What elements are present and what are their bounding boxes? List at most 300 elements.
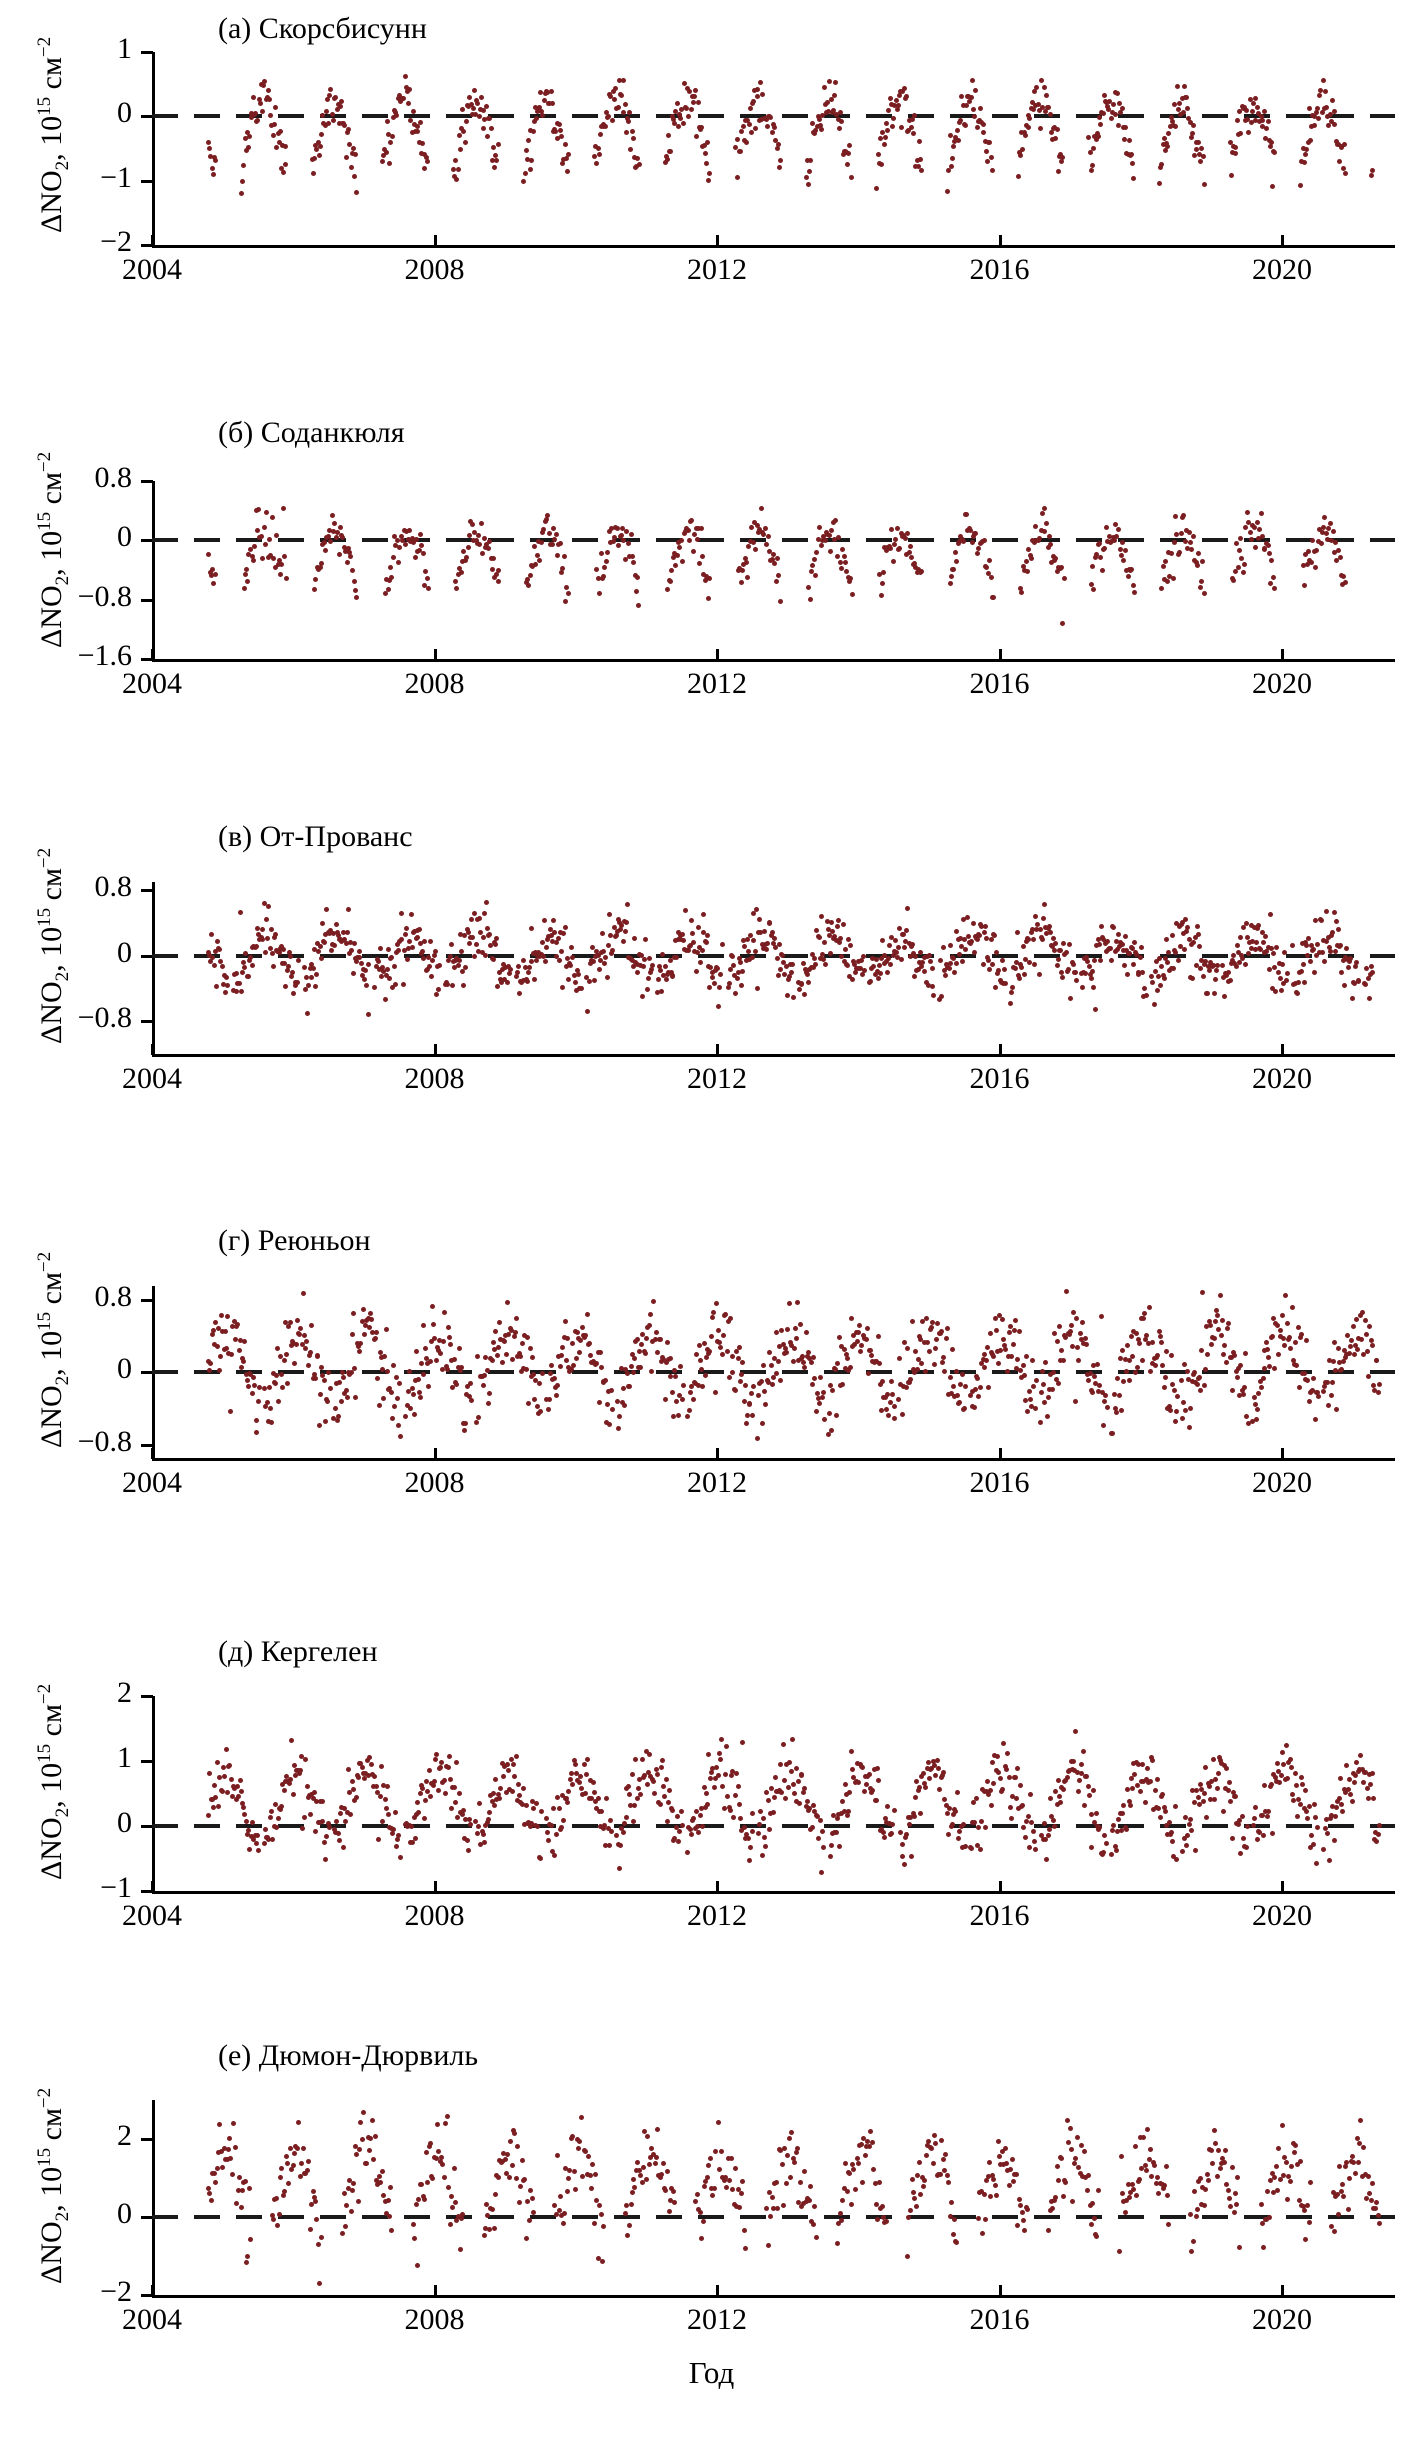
data-point [1201, 974, 1206, 979]
data-point [1336, 1346, 1341, 1351]
data-point [1271, 575, 1276, 580]
data-point [713, 2149, 718, 2154]
data-point [1254, 1417, 1259, 1422]
data-point [998, 1776, 1003, 1781]
data-point [1039, 1390, 1044, 1395]
data-point [361, 1307, 366, 1312]
data-point [1330, 1380, 1335, 1385]
data-point [1202, 2203, 1207, 2208]
data-point [279, 1372, 284, 1377]
data-point [1098, 958, 1103, 963]
data-point [524, 1803, 529, 1808]
data-point [1196, 1795, 1201, 1800]
data-point [1274, 945, 1279, 950]
data-point [1092, 2216, 1097, 2221]
data-point [1145, 2127, 1150, 2132]
data-point [1256, 1391, 1261, 1396]
data-point [750, 1829, 755, 1834]
data-point [216, 1804, 221, 1809]
data-point [1275, 2188, 1280, 2193]
data-point [568, 1777, 573, 1782]
data-point [351, 146, 356, 151]
data-point [1294, 1783, 1299, 1788]
data-point [1059, 2156, 1064, 2161]
data-point [739, 2191, 744, 2196]
data-point [439, 2155, 444, 2160]
data-point [665, 157, 670, 162]
data-point [884, 2219, 889, 2224]
data-point [833, 518, 838, 523]
data-point [442, 1778, 447, 1783]
data-point [1270, 1831, 1275, 1836]
data-point [888, 96, 893, 101]
data-point [955, 1393, 960, 1398]
data-point [622, 1821, 627, 1826]
data-point [390, 134, 395, 139]
data-point [737, 1345, 742, 1350]
data-point [1271, 1316, 1276, 1321]
data-point [983, 1825, 988, 1830]
data-point [505, 1300, 510, 1305]
data-point [418, 532, 423, 537]
data-point [296, 2120, 301, 2125]
x-tick-label-v-0: 2004 [122, 1062, 182, 1096]
data-point [425, 159, 430, 164]
data-point [549, 89, 554, 94]
data-point [632, 1356, 637, 1361]
zero-line-dash [1286, 2215, 1312, 2219]
data-point [755, 87, 760, 92]
data-point [438, 1765, 443, 1770]
data-point [1374, 1358, 1379, 1363]
data-point [632, 936, 637, 941]
data-point [988, 2194, 993, 2199]
data-point [454, 1382, 459, 1387]
data-point [970, 78, 975, 83]
data-point [303, 987, 308, 992]
data-point [1306, 936, 1311, 941]
data-point [616, 105, 621, 110]
data-point [1061, 2194, 1066, 2199]
zero-line-dash [1202, 2215, 1228, 2219]
data-point [722, 1806, 727, 1811]
data-point [829, 920, 834, 925]
data-point [982, 1352, 987, 1357]
data-point [1198, 159, 1203, 164]
data-point [1019, 965, 1024, 970]
data-point [624, 920, 629, 925]
data-point [1253, 545, 1258, 550]
data-point [1171, 966, 1176, 971]
data-point [1005, 1751, 1010, 1756]
data-point [555, 1383, 560, 1388]
data-point [704, 940, 709, 945]
data-point [227, 1763, 232, 1768]
data-point [374, 1330, 379, 1335]
data-point [220, 1789, 225, 1794]
data-point [814, 928, 819, 933]
data-point [357, 955, 362, 960]
data-point [912, 2196, 917, 2201]
data-point [360, 1765, 365, 1770]
data-point [405, 957, 410, 962]
data-point [496, 142, 501, 147]
data-point [687, 1408, 692, 1413]
data-point [597, 591, 602, 596]
data-point [246, 974, 251, 979]
data-point [685, 1850, 690, 1855]
data-point [492, 1803, 497, 1808]
data-point [885, 128, 890, 133]
zero-line-dash [320, 2215, 346, 2219]
data-point [498, 1786, 503, 1791]
data-point [1148, 1779, 1153, 1784]
data-point [1066, 967, 1071, 972]
data-point [745, 575, 750, 580]
data-point [217, 1775, 222, 1780]
data-point [987, 2160, 992, 2165]
data-point [292, 1763, 297, 1768]
zero-line-dash [572, 2215, 598, 2219]
data-point [1358, 2118, 1363, 2123]
data-point [935, 1321, 940, 1326]
data-point [964, 512, 969, 517]
data-point [705, 933, 710, 938]
x-tick-label-d-1: 2008 [404, 1899, 465, 1933]
data-point [1297, 1385, 1302, 1390]
data-point [630, 2190, 635, 2195]
data-point [992, 933, 997, 938]
data-point [1075, 2135, 1080, 2140]
data-point [635, 575, 640, 580]
data-point [1271, 951, 1276, 956]
zero-line-dash [1370, 954, 1395, 958]
data-point [984, 1358, 989, 1363]
data-point [839, 2218, 844, 2223]
data-point [1220, 1318, 1225, 1323]
data-point [323, 548, 328, 553]
y-tick-label-d-3: 2 [117, 1676, 132, 1710]
data-point [1130, 1354, 1135, 1359]
data-point [716, 1004, 721, 1009]
data-point [251, 1375, 256, 1380]
data-point [1203, 2187, 1208, 2192]
data-point [570, 1782, 575, 1787]
data-point [556, 936, 561, 941]
data-point [978, 1847, 983, 1852]
data-point [1073, 1399, 1078, 1404]
data-point [1024, 1354, 1029, 1359]
data-point [602, 565, 607, 570]
data-point [507, 2175, 512, 2180]
data-point [385, 119, 390, 124]
data-point [616, 543, 621, 548]
data-point [1131, 2187, 1136, 2192]
data-point [1073, 2156, 1078, 2161]
data-point [778, 158, 783, 163]
data-point [1246, 130, 1251, 135]
data-point [1195, 924, 1200, 929]
x-tick-label-a-0: 2004 [122, 252, 182, 286]
y-tick-label-d-2: 1 [117, 1741, 132, 1775]
data-point [948, 943, 953, 948]
data-point [361, 2110, 366, 2115]
data-point [1134, 1331, 1139, 1336]
data-point [354, 1795, 359, 1800]
data-point [1109, 958, 1114, 963]
data-point [663, 2188, 668, 2193]
data-point [884, 121, 889, 126]
data-point [627, 1384, 632, 1389]
data-point [1030, 1358, 1035, 1363]
data-point [375, 1376, 380, 1381]
data-point [308, 2227, 313, 2232]
data-point [224, 1747, 229, 1752]
data-point [531, 2210, 536, 2215]
data-point [1132, 1772, 1137, 1777]
data-point [659, 2172, 664, 2177]
data-point [768, 115, 773, 120]
data-point [597, 152, 602, 157]
data-point [573, 980, 578, 985]
zero-line-dash [908, 2215, 934, 2219]
data-point [711, 1310, 716, 1315]
data-point [320, 1799, 325, 1804]
data-point [390, 1416, 395, 1421]
data-point [377, 2174, 382, 2179]
x-tick-label-b-1: 2008 [404, 666, 465, 700]
data-point [256, 1399, 261, 1404]
data-point [713, 1390, 718, 1395]
data-point [693, 88, 698, 93]
data-point [802, 2169, 807, 2174]
data-point [1056, 1778, 1061, 1783]
data-point [1163, 1375, 1168, 1380]
data-point [991, 1781, 996, 1786]
data-point [610, 118, 615, 123]
data-point [1061, 1787, 1066, 1792]
data-point [219, 1313, 224, 1318]
data-point [812, 2204, 817, 2209]
data-point [493, 153, 498, 158]
data-point [632, 1803, 637, 1808]
data-point [674, 955, 679, 960]
data-point [851, 2167, 856, 2172]
data-point [1164, 937, 1169, 942]
data-point [1253, 1805, 1258, 1810]
data-point [1076, 1789, 1081, 1794]
data-point [730, 954, 735, 959]
data-point [282, 554, 287, 559]
data-point [767, 1350, 772, 1355]
data-point [1076, 2165, 1081, 2170]
data-point [415, 1800, 420, 1805]
data-point [577, 1780, 582, 1785]
data-point [1333, 1814, 1338, 1819]
data-point [1276, 1352, 1281, 1357]
data-point [829, 528, 834, 533]
data-point [566, 1789, 571, 1794]
data-point [256, 1848, 261, 1853]
data-point [848, 576, 853, 581]
data-point [564, 156, 569, 161]
data-point [526, 138, 531, 143]
data-point [984, 149, 989, 154]
data-point [951, 2232, 956, 2237]
data-point [1031, 1829, 1036, 1834]
data-point [1293, 1771, 1298, 1776]
data-point [792, 1346, 797, 1351]
data-point [350, 2188, 355, 2193]
data-point [550, 101, 555, 106]
data-point [829, 1843, 834, 1848]
data-point [1010, 2157, 1015, 2162]
data-point [487, 1391, 492, 1396]
data-point [397, 545, 402, 550]
data-point [351, 2181, 356, 2186]
data-point [1015, 2223, 1020, 2228]
data-point [380, 159, 385, 164]
data-point [768, 2214, 773, 2219]
data-point [1306, 549, 1311, 554]
data-point [737, 2205, 742, 2210]
data-point [676, 124, 681, 129]
data-point [343, 2224, 348, 2229]
data-point [1027, 116, 1032, 121]
data-point [978, 106, 983, 111]
data-point [952, 970, 957, 975]
data-point [515, 970, 520, 975]
data-point [1162, 976, 1167, 981]
data-point [366, 1012, 371, 1017]
data-point [1330, 98, 1335, 103]
data-point [1097, 942, 1102, 947]
data-point [345, 930, 350, 935]
data-point [574, 1356, 579, 1361]
data-point [910, 942, 915, 947]
data-point [566, 2176, 571, 2181]
data-point [1002, 967, 1007, 972]
data-point [607, 912, 612, 917]
data-point [1163, 559, 1168, 564]
data-point [1150, 1340, 1155, 1345]
data-point [1044, 1857, 1049, 1862]
data-point [704, 1791, 709, 1796]
data-point [1265, 2189, 1270, 2194]
data-point [396, 560, 401, 565]
data-point [319, 561, 324, 566]
data-point [1226, 2188, 1231, 2193]
data-point [635, 2160, 640, 2165]
data-point [1238, 1851, 1243, 1856]
data-point [240, 970, 245, 975]
data-point [1026, 125, 1031, 130]
data-point [415, 129, 420, 134]
zero-line-dash [1034, 2215, 1060, 2219]
data-point [1011, 1342, 1016, 1347]
data-point [882, 142, 887, 147]
data-point [562, 2211, 567, 2216]
data-point [281, 170, 286, 175]
data-point [323, 1419, 328, 1424]
zero-line-dash [1202, 114, 1228, 118]
data-point [518, 1354, 523, 1359]
data-point [942, 1369, 947, 1374]
data-point [1322, 959, 1327, 964]
data-point [733, 1793, 738, 1798]
data-point [367, 1325, 372, 1330]
data-point [1184, 1843, 1189, 1848]
data-point [1230, 1388, 1235, 1393]
data-point [1307, 1399, 1312, 1404]
data-point [1165, 144, 1170, 149]
data-point [1238, 935, 1243, 940]
data-point [770, 1382, 775, 1387]
data-point [810, 1382, 815, 1387]
zero-line-dash [1202, 1824, 1228, 1828]
data-point [1224, 2182, 1229, 2187]
data-point [945, 1811, 950, 1816]
data-point [1102, 1399, 1107, 1404]
data-point [828, 1854, 833, 1859]
data-point [1299, 969, 1304, 974]
data-point [453, 158, 458, 163]
data-point [828, 549, 833, 554]
data-point [1069, 1323, 1074, 1328]
data-point [938, 2172, 943, 2177]
data-point [1044, 93, 1049, 98]
data-point [1285, 1776, 1290, 1781]
data-point [1134, 2193, 1139, 2198]
data-point [1245, 1824, 1250, 1829]
data-point [534, 1801, 539, 1806]
data-point [914, 2204, 919, 2209]
data-point [1042, 1821, 1047, 1826]
data-point [306, 2159, 311, 2164]
data-point [1269, 946, 1274, 951]
data-point [1074, 978, 1079, 983]
data-point [1021, 1363, 1026, 1368]
data-point [727, 2178, 732, 2183]
data-point [880, 581, 885, 586]
data-point [749, 1391, 754, 1396]
data-point [1267, 2215, 1272, 2220]
data-point [670, 974, 675, 979]
data-point [748, 106, 753, 111]
data-point [291, 991, 296, 996]
data-point [904, 928, 909, 933]
data-point [637, 162, 642, 167]
data-point [980, 2231, 985, 2236]
data-point [373, 2134, 378, 2139]
data-point [364, 2161, 369, 2166]
data-point [1099, 1314, 1104, 1319]
data-point [560, 161, 565, 166]
data-point [246, 1384, 251, 1389]
data-point [885, 1804, 890, 1809]
data-point [225, 1314, 230, 1319]
data-point [489, 126, 494, 131]
data-point [1071, 1310, 1076, 1315]
x-tick-label-b-0: 2004 [122, 666, 182, 700]
data-point [950, 1347, 955, 1352]
data-point [1090, 2201, 1095, 2206]
data-point [907, 1822, 912, 1827]
data-point [1162, 1385, 1167, 1390]
data-point [720, 1352, 725, 1357]
zero-line-dash [908, 538, 934, 542]
data-point [1307, 1804, 1312, 1809]
